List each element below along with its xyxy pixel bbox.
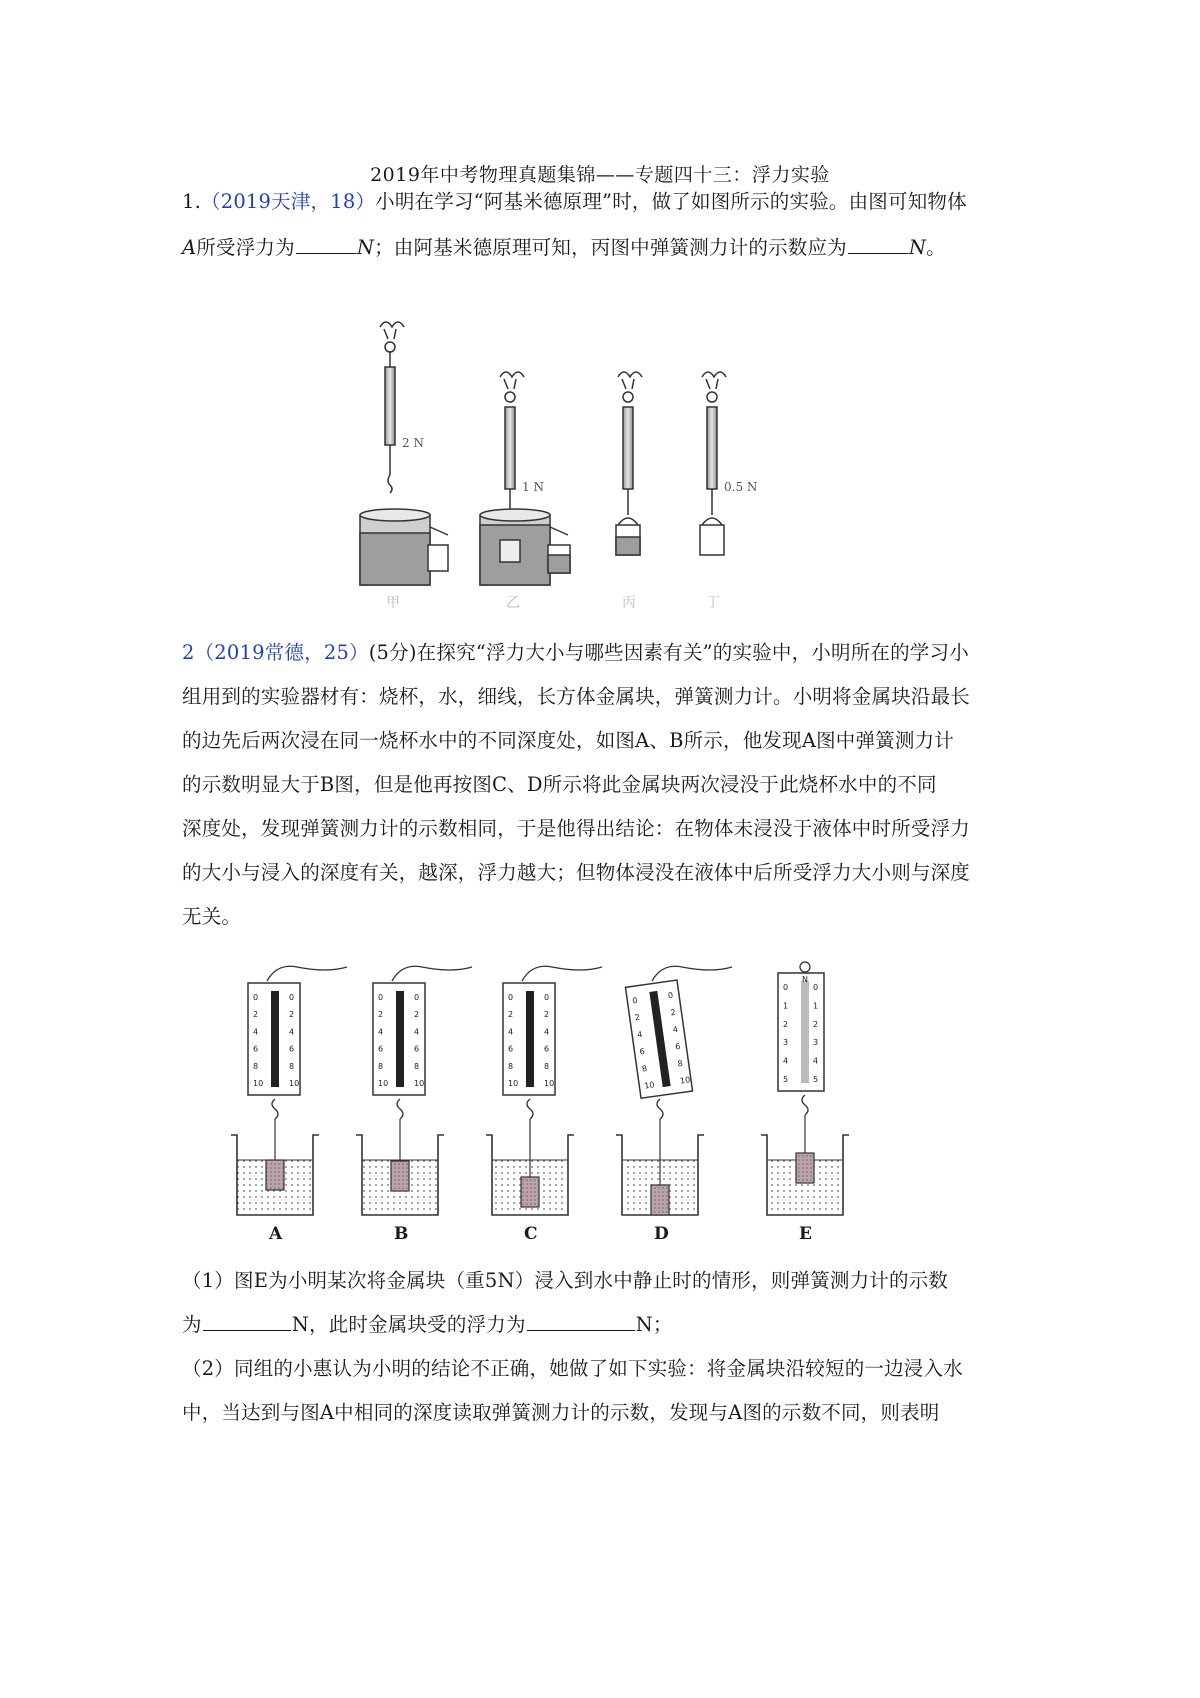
q1-figure	[350, 315, 830, 615]
scale-tick-label: 3	[813, 1038, 819, 1048]
q2-sub1-pre: 为	[182, 1313, 202, 1336]
scale-tick-label: 4	[414, 1027, 420, 1037]
scale-tick-label: 4	[672, 1024, 679, 1035]
scale-tick-label: 0	[631, 995, 639, 1006]
scale-tick-label: 6	[544, 1044, 550, 1054]
scale-tick-label: 2	[289, 1010, 295, 1020]
hook-icon	[802, 1095, 808, 1115]
q2-sub1-end: N；	[635, 1313, 673, 1336]
q1-text-end: 。	[926, 236, 946, 259]
spring-scale-yi	[480, 372, 570, 585]
q2-line-1	[182, 637, 1042, 665]
scale-tick-label: 8	[289, 1061, 295, 1071]
scale-tick-label: 10	[544, 1079, 555, 1088]
scale-tick-label: 3	[783, 1038, 789, 1048]
scale-tick-label: 4	[508, 1027, 514, 1037]
scale-tick-label: 0	[667, 990, 674, 1001]
spring-scale-rod	[271, 991, 279, 1087]
scale-tick-label: 10	[679, 1075, 691, 1086]
q2-line-3: 的边先后两次浸在同一烧杯水中的不同深度处，如图A、B所示，他发现A图中弹簧测力计	[182, 729, 954, 752]
setup-label: D	[654, 1224, 669, 1244]
setup-a	[231, 966, 347, 1244]
scale-tick-label: 1	[783, 1001, 789, 1011]
scale-tick-label: 0	[813, 983, 819, 992]
setup-c	[486, 966, 602, 1244]
scale-tick-label: 0	[508, 993, 514, 1002]
scale-tick-label: 6	[414, 1044, 420, 1054]
setup-label: E	[799, 1224, 812, 1244]
scale-tick-label: 4	[636, 1029, 643, 1040]
q2-sub2-line-1: （2）同组的小惠认为小明的结论不正确，她做了如下实验：将金属块沿较短的一边浸入水	[182, 1357, 963, 1380]
scale-tick-label: 6	[674, 1041, 681, 1052]
scale-tick-label: 8	[253, 1061, 259, 1071]
q2-sub1-blank-2[interactable]	[527, 1312, 635, 1331]
q1-label-yi: 乙	[506, 595, 520, 611]
q1-answer-blank-1[interactable]	[296, 235, 356, 254]
scale-tick-label: 2	[378, 1010, 384, 1020]
scale-tick-label: 2	[634, 1012, 641, 1023]
scale-tick-label: 6	[253, 1044, 259, 1054]
q1-source: （2019天津，18）	[201, 190, 376, 213]
q1-answer-blank-2[interactable]	[848, 235, 908, 254]
scale-tick-label: 8	[677, 1058, 684, 1069]
scale-tick-label: 0	[544, 993, 550, 1002]
spring-scale-rod	[801, 981, 809, 1083]
scale-tick-label: 8	[641, 1063, 648, 1074]
scale-tick-label: 2	[544, 1010, 550, 1020]
scale-tick-label: 1	[813, 1001, 819, 1011]
q1-number: 1.	[182, 190, 202, 213]
scale-tick-label: 6	[378, 1044, 384, 1054]
scale-tick-label: 4	[544, 1027, 550, 1037]
hook-icon	[527, 1099, 533, 1119]
hand-icon	[392, 966, 472, 981]
scale-tick-label: 6	[638, 1046, 646, 1057]
scale-unit-label: N	[802, 975, 808, 984]
q1-reading-jia: 2 N	[402, 436, 424, 450]
metal-block	[391, 1161, 409, 1191]
q1-unit-1: N	[356, 236, 375, 259]
metal-block	[266, 1160, 284, 1190]
scale-tick-label: 8	[544, 1061, 550, 1071]
scale-tick-label: 2	[253, 1010, 259, 1020]
scale-tick-label: 2	[813, 1019, 819, 1029]
q1-label-bing: 丙	[622, 595, 636, 611]
q2-sub1-line-2	[182, 1309, 1042, 1337]
spring-scale-rod	[396, 991, 404, 1087]
q1-line-2	[182, 232, 1042, 260]
scale-tick-label: 0	[378, 993, 384, 1002]
scale-tick-label: 0	[253, 993, 259, 1002]
hand-icon	[522, 966, 602, 981]
scale-tick-label: 2	[508, 1010, 514, 1020]
q2-source: 2（2019常德，25）	[182, 641, 369, 664]
scale-tick-label: 10	[289, 1079, 300, 1088]
scale-tick-label: 10	[414, 1079, 425, 1088]
spring-scale-jia	[360, 322, 448, 585]
q2-sub1-line-1: （1）图E为小明某次将金属块（重5N）浸入到水中静止时的情形，则弹簧测力计的示数	[182, 1269, 949, 1292]
scale-tick-label: 0	[414, 993, 420, 1002]
q2-line-2: 组用到的实验器材有：烧杯，水，细线，长方体金属块，弹簧测力计。小明将金属块沿最长	[182, 685, 971, 708]
scale-tick-label: 5	[813, 1075, 819, 1084]
q2-figure-svg	[230, 955, 920, 1245]
ring-icon	[800, 962, 810, 972]
scale-tick-label: 8	[414, 1061, 420, 1071]
scale-tick-label: 0	[289, 993, 295, 1002]
q1-text-c: ；由阿基米德原理可知，丙图中弹簧测力计的示数应为	[374, 236, 847, 259]
scale-tick-label: 0	[783, 983, 789, 992]
q2-line-5: 深度处，发现弹簧测力计的示数相同，于是他得出结论：在物体未浸没于液体中时所受浮力	[182, 817, 971, 840]
scale-tick-label: 4	[783, 1056, 789, 1066]
metal-block	[796, 1153, 814, 1183]
q1-text-b: 所受浮力为	[196, 236, 295, 259]
setup-label: B	[394, 1224, 409, 1244]
q2-sub1-blank-1[interactable]	[203, 1312, 291, 1331]
scale-tick-label: 2	[669, 1007, 677, 1018]
hook-icon	[397, 1099, 403, 1119]
q2-sub2-line-2: 中，当达到与图A中相同的深度读取弹簧测力计的示数，发现与A图的示数不同，则表明	[182, 1401, 940, 1424]
metal-block	[651, 1185, 669, 1215]
scale-tick-label: 4	[289, 1027, 295, 1037]
metal-block	[521, 1177, 539, 1207]
hook-icon	[657, 1099, 663, 1119]
hand-icon	[267, 966, 347, 981]
setup-e	[761, 962, 849, 1244]
scale-tick-label: 10	[508, 1079, 519, 1088]
q1-text-a: 小明在学习“阿基米德原理”时，做了如图所示的实验。由图可知物体	[375, 190, 967, 213]
scale-tick-label: 10	[253, 1079, 264, 1088]
q2-line-7: 无关。	[182, 905, 242, 928]
q1-reading-ding: 0.5 N	[724, 480, 758, 494]
spring-scale-bing	[616, 372, 642, 555]
scales-group	[231, 962, 849, 1244]
q1-label-ding: 丁	[706, 595, 720, 611]
scale-tick-label: 10	[378, 1079, 389, 1088]
scale-tick-label: 2	[783, 1019, 789, 1029]
q2-text-1: (5分)在探究“浮力大小与哪些因素有关”的实验中，小明所在的学习小	[368, 641, 969, 664]
setup-label: C	[524, 1224, 538, 1244]
q2-figure	[230, 955, 920, 1245]
q1-unit-2: N	[908, 236, 927, 259]
q1-line-1	[182, 186, 1042, 214]
scale-tick-label: 4	[378, 1027, 384, 1037]
hand-icon	[652, 966, 732, 981]
setup-b	[356, 966, 472, 1244]
scale-tick-label: 5	[783, 1075, 789, 1084]
q1-var-a: A	[182, 236, 197, 259]
q1-label-jia: 甲	[386, 595, 400, 611]
page-title: 2019年中考物理真题集锦——专题四十三：浮力实验	[370, 164, 830, 186]
scale-tick-label: 4	[813, 1056, 819, 1066]
setup-label: A	[269, 1224, 283, 1244]
scale-tick-label: 10	[643, 1080, 656, 1091]
q1-reading-yi: 1 N	[522, 480, 544, 494]
spring-scale-ding	[700, 372, 726, 555]
scale-tick-label: 6	[289, 1044, 295, 1054]
spring-scale-rod	[526, 991, 534, 1087]
q2-line-4: 的示数明显大于B图，但是他再按图C、D所示将此金属块两次浸没于此烧杯水中的不同	[182, 773, 937, 796]
setup-d	[616, 966, 732, 1244]
hook-icon	[272, 1099, 278, 1119]
scale-tick-label: 8	[508, 1061, 514, 1071]
scale-tick-label: 2	[414, 1010, 420, 1020]
q1-figure-svg	[350, 315, 830, 615]
scale-tick-label: 8	[378, 1061, 384, 1071]
q2-sub1-mid: N，此时金属块受的浮力为	[291, 1313, 526, 1336]
scale-tick-label: 6	[508, 1044, 514, 1054]
q2-line-6: 的大小与浸入的深度有关，越深，浮力越大；但物体浸没在液体中后所受浮力大小则与深度	[182, 861, 971, 884]
scale-tick-label: 4	[253, 1027, 259, 1037]
